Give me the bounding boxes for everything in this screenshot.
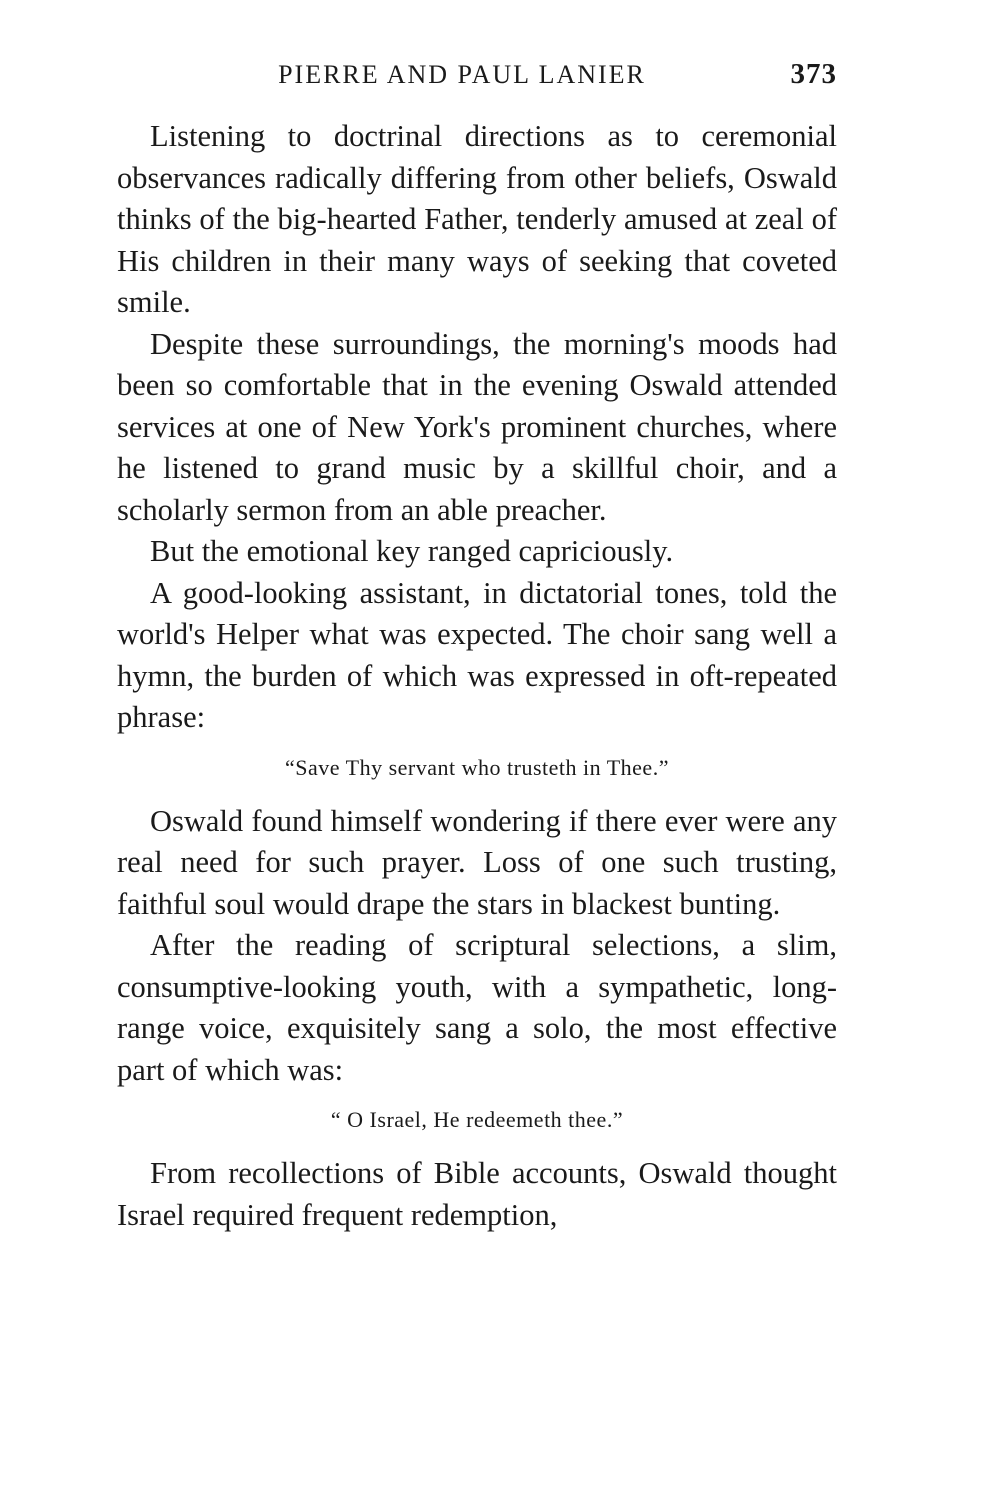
paragraph-3: But the emotional key ranged capriciously.: [150, 534, 674, 568]
paragraph-7: From recollections of Bible accounts, Oswald thought Israel required frequent redemption,: [117, 1156, 837, 1232]
solo-quote: “ O Israel, He redeemeth thee.”: [330, 1107, 624, 1132]
paragraph-2: Despite these surroundings, the morning's moods had been so comfortable that in the evening Oswald attended services at one of New York's prominent churches, where he listened to grand music by a skillful choir, and a scholarly sermon from an able preacher.: [117, 326, 837, 527]
paragraph-5: Oswald found himself wondering if there ever were any real need for such prayer. Loss of one such trusting, faithful soul would drape the stars in blackest bunting.: [117, 803, 837, 921]
paragraph-1: Listening to doctrinal directions as to ceremonial observances radically differing from other beliefs, Oswald thinks of the big-hearted Father, tenderly amused at zeal of His children in their many ways of seeking that coveted smile.: [117, 119, 837, 319]
running-title: PIERRE AND PAUL LANIER: [278, 60, 646, 89]
paragraph-6: After the reading of scriptural selections, a slim, consumptive-looking youth, with a sympathetic, long-range voice, exquisitely sang a solo, the most effective part of which was:: [117, 928, 837, 1087]
running-head: [117, 58, 837, 98]
page-number: 373: [790, 58, 837, 90]
paragraph-4: A good-looking assistant, in dictatorial tones, told the world's Helper what was expected. The choir sang well a hymn, the burden of which was expressed in oft-repeated phrase:: [117, 575, 837, 734]
body-text: [117, 116, 837, 1236]
hymn-quote: “Save Thy servant who trusteth in Thee.”: [285, 754, 669, 780]
